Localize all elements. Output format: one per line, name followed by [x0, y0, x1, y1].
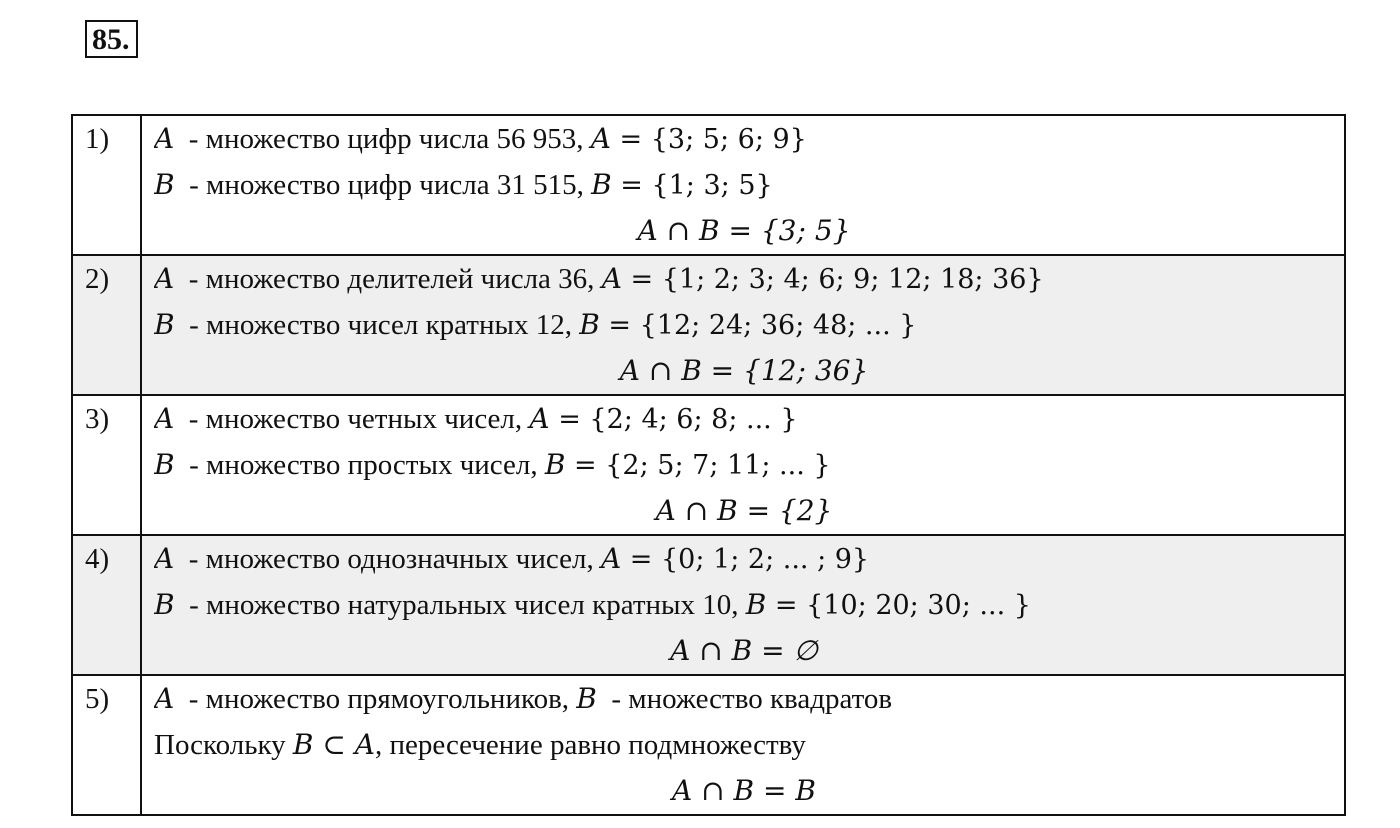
math-var: A: [154, 122, 175, 155]
set-description: - множество однозначных чисел,: [174, 543, 601, 575]
set-elements: = {1; 3; 5}: [611, 170, 773, 201]
set-a-line: [154, 396, 1334, 442]
set-a-line: [154, 116, 1334, 162]
row-content: [141, 255, 1345, 395]
math-var: A: [154, 682, 175, 715]
math-var: A: [590, 122, 611, 155]
math-var: A: [529, 402, 550, 435]
set-description: - множество прямоугольников,: [174, 683, 577, 715]
set-b-line: [154, 582, 1334, 628]
table-row: [72, 675, 1345, 815]
set-description: - множество четных чисел,: [174, 403, 530, 435]
row-number: 5): [72, 675, 141, 815]
set-description: - множество делителей числа 36,: [174, 263, 602, 295]
set-description: - множество цифр числа 31 515,: [174, 169, 592, 201]
set-a-line: [154, 536, 1334, 582]
intersection-result: A ∩ B = {3; 5}: [637, 214, 851, 247]
set-description: - множество цифр числа 56 953,: [174, 123, 591, 155]
math-var: A: [154, 542, 175, 575]
intersection-result: A ∩ B = {2}: [655, 494, 833, 527]
set-description: - множество простых чисел,: [174, 449, 545, 481]
math-var: B: [154, 308, 175, 341]
intersection-result: A ∩ B = ∅: [670, 634, 818, 667]
set-elements: = {0; 1; 2; ... ; 9}: [621, 544, 870, 575]
row-number: 2): [72, 255, 141, 395]
row-content: [141, 115, 1345, 255]
subset-expression: B ⊂ A: [292, 728, 375, 761]
set-description: - множество квадратов: [596, 683, 893, 715]
solution-table: [71, 114, 1346, 816]
set-description: - множество натуральных чисел кратных 10,: [174, 589, 746, 621]
problem-number: 85.: [85, 20, 138, 58]
intersection-result: A ∩ B = {12; 36}: [619, 354, 869, 387]
set-b-line: [154, 442, 1334, 488]
row-number: 3): [72, 395, 141, 535]
table-row: [72, 535, 1345, 675]
math-var: B: [154, 168, 175, 201]
set-a-line: [154, 256, 1334, 302]
row-number: 1): [72, 115, 141, 255]
math-var: B: [745, 588, 767, 621]
set-elements: = {12; 24; 36; 48; ... }: [599, 310, 917, 341]
set-description: - множество чисел кратных 12,: [174, 309, 580, 341]
set-elements: = {3; 5; 6; 9}: [610, 124, 807, 155]
math-var: A: [154, 262, 175, 295]
set-b-line: [154, 162, 1334, 208]
math-var: B: [576, 682, 597, 715]
row-content: [141, 395, 1345, 535]
math-var: A: [154, 402, 175, 435]
math-var: A: [601, 262, 622, 295]
set-elements: = {2; 4; 6; 8; ... }: [549, 404, 798, 435]
set-a-line: [154, 676, 1334, 722]
row-content: [141, 535, 1345, 675]
set-elements: = {1; 2; 3; 4; 6; 9; 12; 18; 36}: [621, 264, 1044, 295]
set-b-line: [154, 302, 1334, 348]
table-row: [72, 255, 1345, 395]
math-var: B: [154, 588, 175, 621]
table-row: [72, 115, 1345, 255]
row-number: 4): [72, 535, 141, 675]
explanation-prefix: Поскольку: [154, 729, 293, 761]
set-elements: = {10; 20; 30; ... }: [766, 590, 1031, 621]
math-var: B: [154, 448, 175, 481]
table-row: [72, 395, 1345, 535]
math-var: A: [600, 542, 622, 575]
row-content: [141, 675, 1345, 815]
math-var: B: [591, 168, 612, 201]
explanation-suffix: , пересечение равно подмножеству: [374, 729, 806, 761]
math-var: B: [544, 448, 566, 481]
math-var: B: [579, 308, 600, 341]
subset-explanation: [154, 722, 1334, 768]
intersection-result: A ∩ B = B: [672, 774, 816, 807]
set-elements: = {2; 5; 7; 11; ... }: [565, 450, 831, 481]
